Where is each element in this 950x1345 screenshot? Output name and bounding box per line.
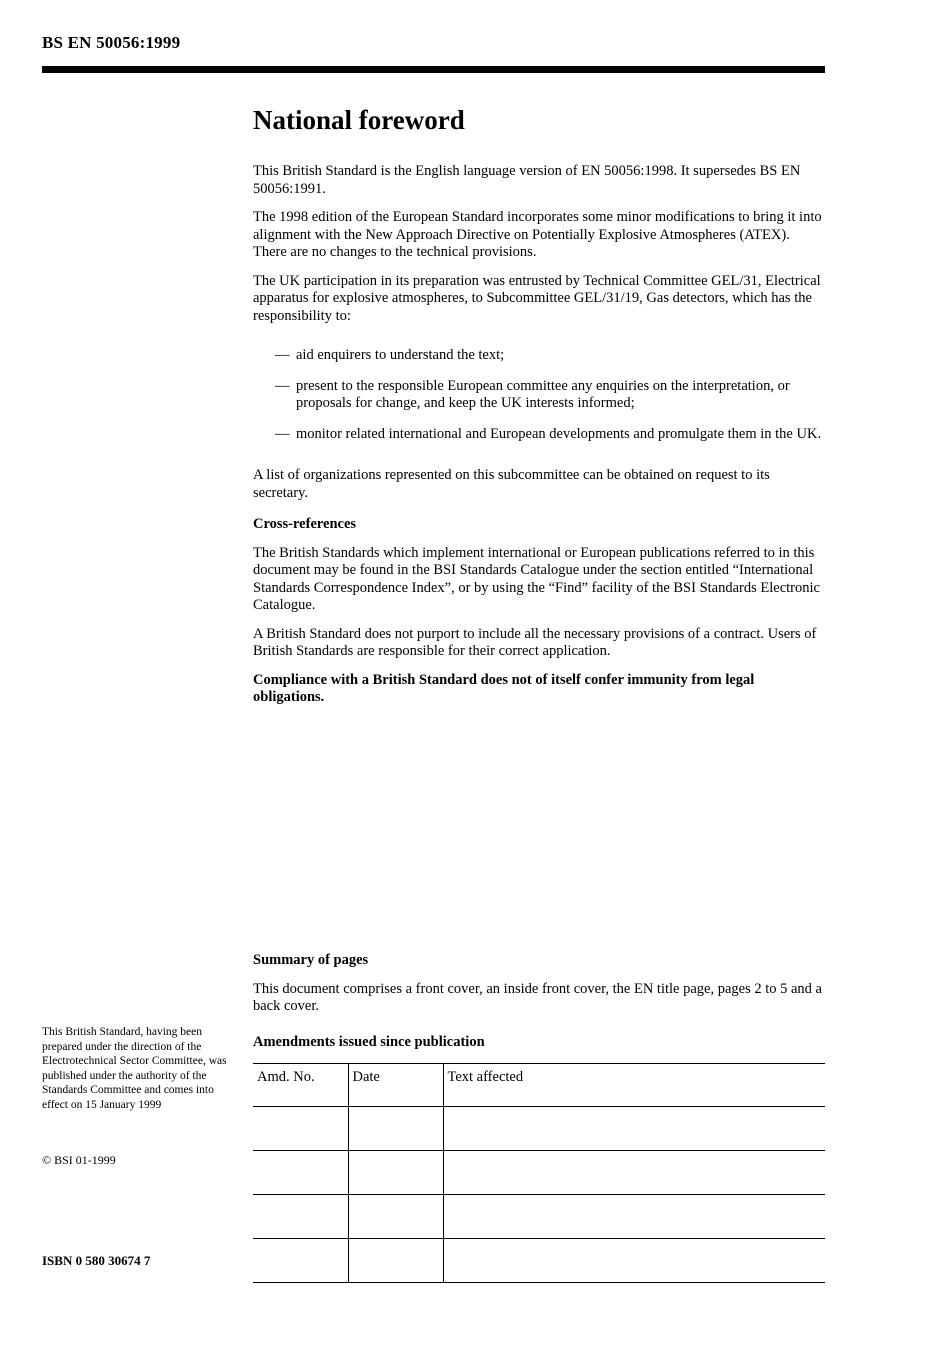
amendments-empty-cell xyxy=(443,1238,825,1282)
summary-text: This document comprises a front cover, an inside front cover, the EN title page, pages 2 to 5 and a back cover. xyxy=(253,980,822,1014)
page-title: National foreword xyxy=(253,105,465,135)
amendments-empty-row xyxy=(253,1238,825,1282)
paragraph-organizations: A list of organizations represented on this subcommittee can be obtained on request to its secretary. xyxy=(253,467,770,501)
list-item-text: aid enquirers to understand the text; xyxy=(296,347,505,363)
cross-references-heading: Cross-references xyxy=(253,516,357,532)
list-item xyxy=(253,426,825,444)
amendments-empty-row xyxy=(253,1150,825,1194)
amendments-empty-cell xyxy=(443,1106,825,1150)
summary-heading: Summary of pages xyxy=(253,952,369,968)
compliance-statement: Compliance with a British Standard does not of itself confer immunity from legal obligations. xyxy=(253,671,755,705)
summary-of-pages-section xyxy=(253,938,825,1027)
column-header-text-affected: Text affected xyxy=(443,1063,825,1106)
amendments-empty-cell xyxy=(443,1150,825,1194)
dash-marker: — xyxy=(275,425,290,442)
amendments-empty-row xyxy=(253,1106,825,1150)
header-rule xyxy=(42,66,825,73)
amendments-table-body xyxy=(253,1106,825,1282)
list-item xyxy=(253,347,825,365)
publication-note: This British Standard, having been prepared under the direction of the Electrotechnical Sector Committee, was published under the authority of the Standards Committee and comes into effect on 15 January 1999 xyxy=(42,1026,227,1111)
national-foreword-section xyxy=(253,105,825,718)
amendments-empty-cell xyxy=(253,1194,348,1238)
amendments-empty-row xyxy=(253,1194,825,1238)
standard-number: BS EN 50056:1999 xyxy=(42,33,181,52)
paragraph-edition: The 1998 edition of the European Standard incorporates some minor modifications to bring it into alignment with the New Approach Directive on Potentially Explosive Atmospheres (ATEX). There are no changes to the technical provisions. xyxy=(253,209,822,260)
paragraph-catalogue: The British Standards which implement international or European publications referred to in this document may be found in the BSI Standards Catalogue under the section entitled “International Standards Correspondence Index”, or by using the “Find” facility of the BSI Standards Electronic Catalogue. xyxy=(253,544,820,613)
list-item-text: monitor related international and European developments and promulgate them in the UK. xyxy=(296,425,822,442)
amendments-empty-cell xyxy=(348,1106,443,1150)
list-item-text: present to the responsible European committee any enquiries on the interpretation, or proposals for change, and keep the UK interests informed; xyxy=(296,377,790,411)
amendments-empty-cell xyxy=(348,1194,443,1238)
dash-marker: — xyxy=(275,347,290,363)
amendments-empty-cell xyxy=(348,1150,443,1194)
column-header-date: Date xyxy=(348,1063,443,1106)
amendments-empty-cell xyxy=(253,1238,348,1282)
copyright-notice: © BSI 01-1999 xyxy=(42,1153,116,1167)
paragraph-contract: A British Standard does not purport to include all the necessary provisions of a contract. Users of British Standards are responsible for their correct application. xyxy=(253,625,817,659)
isbn-number: ISBN 0 580 30674 7 xyxy=(42,1253,151,1268)
amendments-empty-cell xyxy=(348,1238,443,1282)
paragraph-uk-participation: The UK participation in its preparation was entrusted by Technical Committee GEL/31, Electrical apparatus for explosive atmospheres, to Subcommittee GEL/31/19, Gas detectors, which has the responsibility to: xyxy=(253,272,821,324)
amendments-section xyxy=(253,1020,825,1283)
paragraph-version: This British Standard is the English language version of EN 50056:1998. It supersedes BS EN 50056:1991. xyxy=(253,163,801,197)
amendments-heading: Amendments issued since publication xyxy=(253,1034,485,1050)
amendments-empty-cell xyxy=(253,1150,348,1194)
responsibility-list xyxy=(253,347,825,443)
amendments-table xyxy=(253,1063,825,1283)
amendments-empty-cell xyxy=(443,1194,825,1238)
column-header-amd-no: Amd. No. xyxy=(253,1063,348,1106)
list-item xyxy=(253,378,825,413)
dash-marker: — xyxy=(275,377,290,394)
amendments-header-row xyxy=(253,1063,825,1106)
amendments-empty-cell xyxy=(253,1106,348,1150)
